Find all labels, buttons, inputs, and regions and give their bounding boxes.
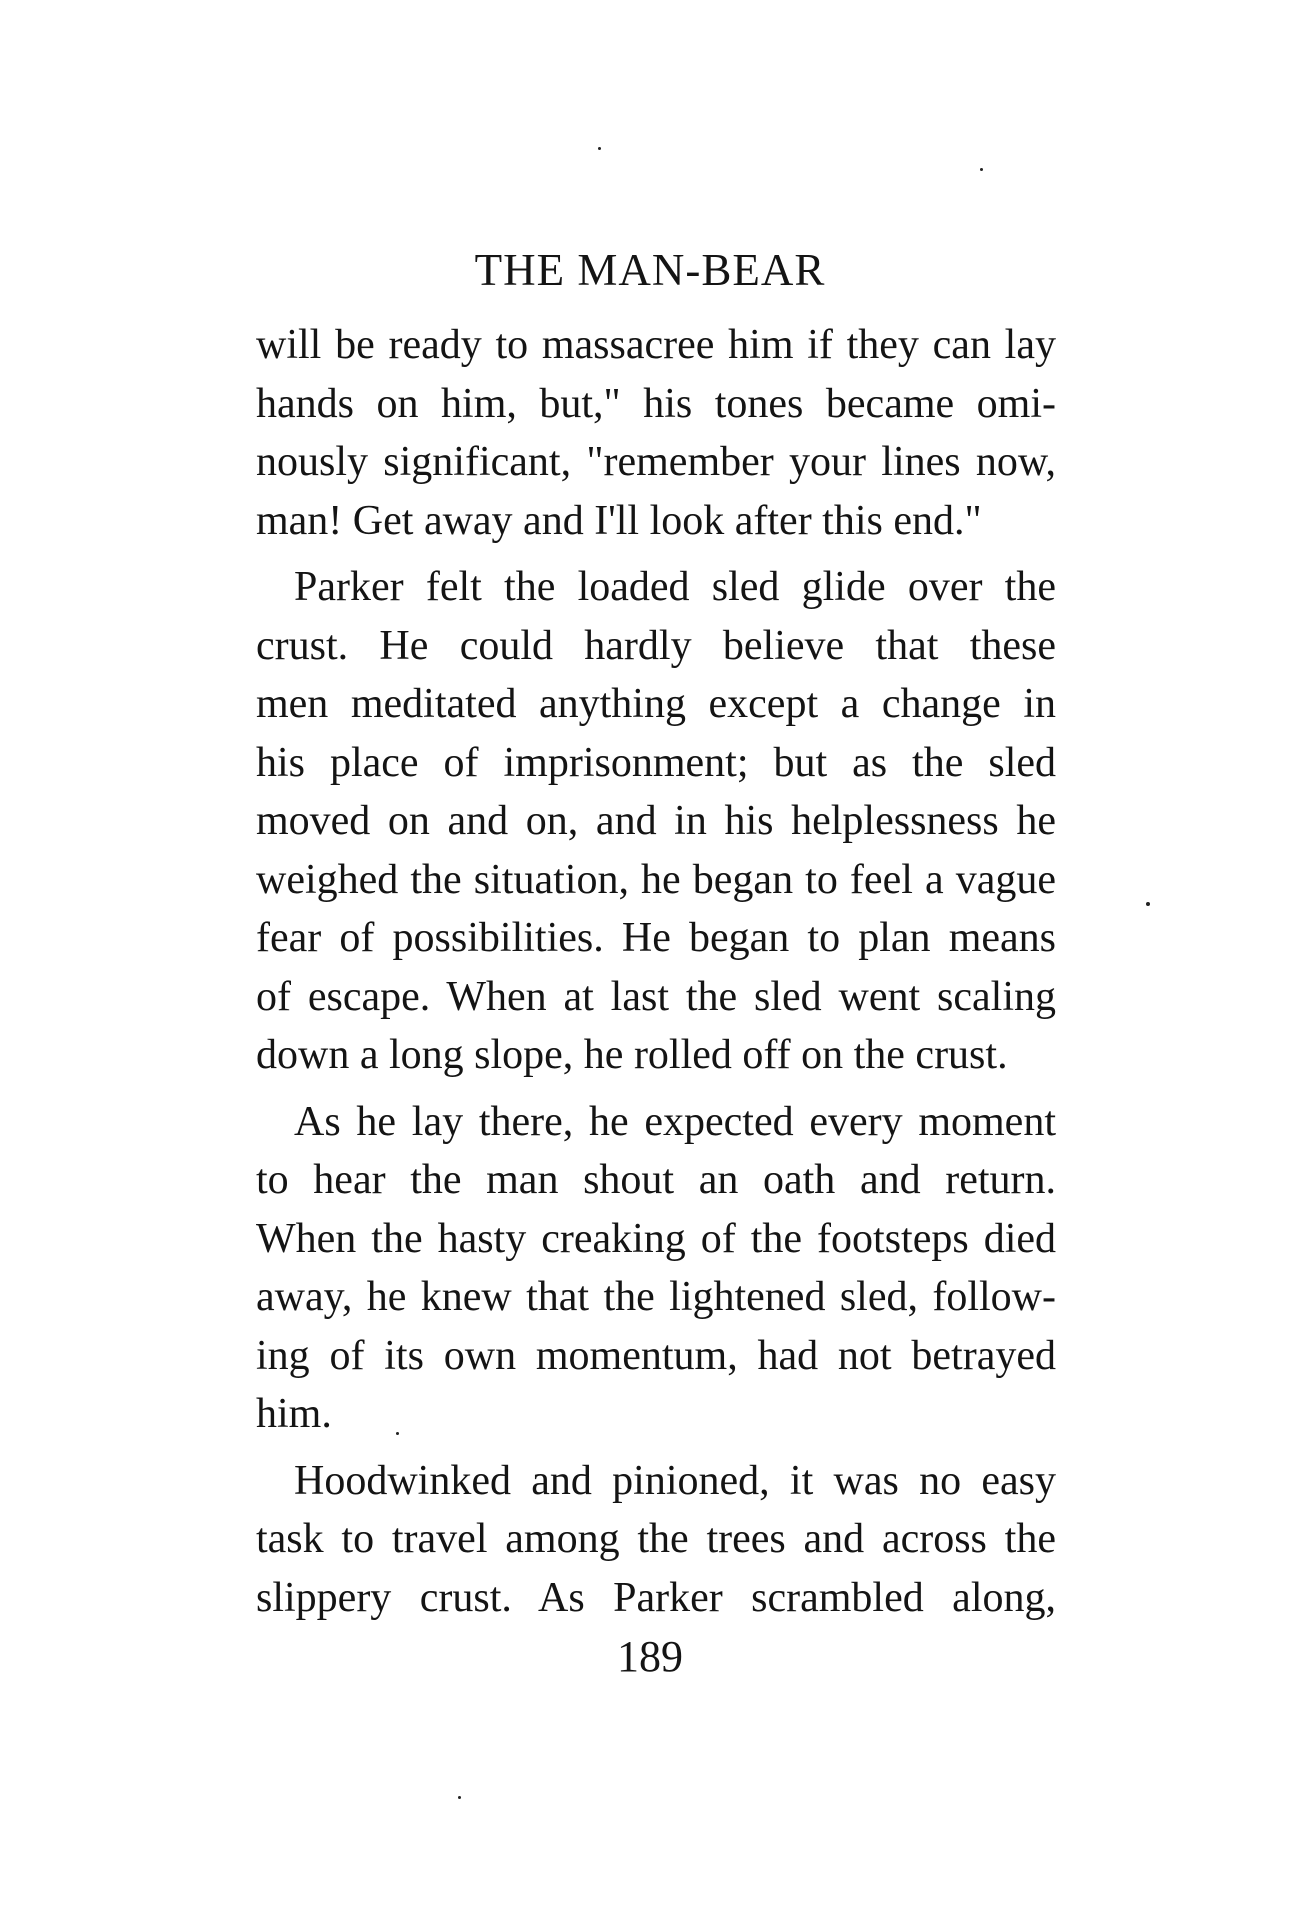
text-line: As he lay there, he expected every moment [294,1098,1056,1145]
paragraph-2 [256,558,1056,1085]
text-line: weighed the situation, he began to feel a vague [256,856,1056,903]
print-speck [598,147,601,150]
text-line: nously significant, "remember your lines now, [256,439,1056,485]
text-line: of escape. When at last the sled went scaling [256,973,1056,1020]
print-speck [980,168,983,171]
paragraph-1 [256,316,1056,550]
text-line: crust. He could hardly believe that these [256,622,1056,669]
print-speck [458,1796,461,1799]
text-line: will be ready to massacree him if they can lay [256,322,1056,368]
text-line: moved on and on, and in his helplessness he [256,798,1056,844]
text-line: ing of its own momentum, had not betrayed [256,1332,1056,1379]
paragraph-3 [256,1093,1056,1444]
text-line: task to travel among the trees and across the [256,1516,1056,1562]
print-speck [1146,902,1150,906]
text-line: down a long slope, he rolled off on the crust. [256,1032,1008,1078]
text-line: him. [256,1391,332,1437]
page-number: 189 [617,1632,683,1681]
running-head: THE MAN-BEAR [474,245,826,295]
text-line: Parker felt the loaded sled glide over the [294,564,1056,610]
text-line: his place of imprisonment; but as the sled [256,739,1056,786]
text-line: fear of possibilities. He began to plan means [256,915,1056,961]
text-line: man! Get away and I'll look after this end." [256,497,982,544]
text-line: away, he knew that the lightened sled, follow- [256,1274,1056,1320]
text-line: men meditated anything except a change in [256,681,1056,727]
text-line: hands on him, but," his tones became omi- [256,380,1056,427]
text-line: slippery crust. As Parker scrambled along, [256,1574,1056,1621]
paragraph-4 [256,1452,1056,1628]
text-line: to hear the man shout an oath and return. [256,1157,1056,1203]
text-line: When the hasty creaking of the footsteps died [256,1215,1056,1262]
body-text [256,316,1056,1627]
text-line: Hoodwinked and pinioned, it was no easy [294,1457,1056,1504]
